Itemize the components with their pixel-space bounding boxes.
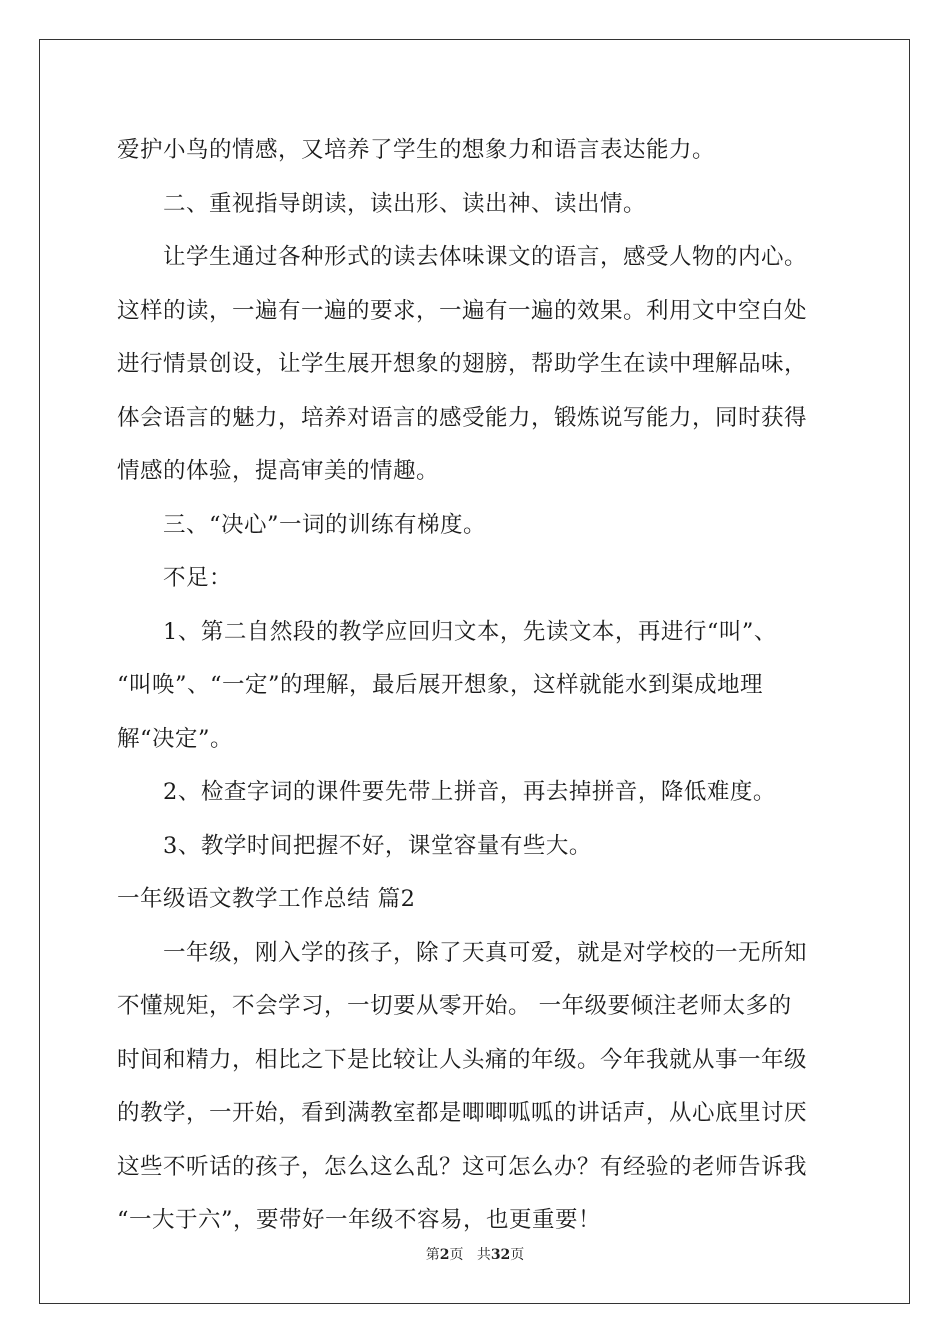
text-line: 的教学，一开始，看到满教室都是唧唧呱呱的讲话声，从心底里讨厌: [117, 1100, 808, 1126]
page-number: 2: [439, 1247, 450, 1263]
text-line: 这些不听话的孩子，怎么这么乱？这可怎么办？有经验的老师告诉我: [117, 1153, 808, 1180]
section-heading: 二、重视指导朗读，读出形、读出神、读出情。: [163, 190, 647, 217]
text-line: 时间和精力，相比之下是比较让人头痛的年级。今年我就从事一年级: [117, 1046, 808, 1073]
list-item: 2、检查字词的课件要先带上拼音，再去掉拼音，降低难度。: [163, 779, 776, 805]
text-line: 解“决定”。: [117, 725, 234, 752]
total-prefix: 共: [476, 1247, 491, 1263]
text-line: 让学生通过各种形式的读去体味课文的语言，感受人物的内心。: [163, 244, 808, 270]
page-suffix: 页: [449, 1247, 464, 1263]
list-item: 1、第二自然段的教学应回归文本，先读文本，再进行“叫”、: [163, 618, 777, 645]
text-line: 情感的体验，提高审美的情趣。: [117, 458, 440, 484]
text-line: 体会语言的魅力，培养对语言的感受能力，锻炼说写能力，同时获得: [117, 404, 808, 431]
text-line: 一年级，刚入学的孩子，除了天真可爱，就是对学校的一无所知: [163, 939, 808, 966]
list-item: 3、教学时间把握不好，课堂容量有些大。: [163, 832, 592, 859]
text-line: “叫唤”、“一定”的理解，最后展开想象，这样就能水到渠成地理: [117, 672, 764, 698]
text-line: 进行情景创设，让学生展开想象的翅膀，帮助学生在读中理解品味，: [117, 351, 808, 377]
total-pages: 32: [490, 1247, 511, 1263]
text-line: 这样的读，一遍有一遍的要求，一遍有一遍的效果。利用文中空白处: [117, 297, 808, 324]
text-line: 不懂规矩，不会学习，一切要从零开始。 一年级要倾注老师太多的: [117, 993, 792, 1019]
total-suffix: 页: [510, 1247, 525, 1263]
page-footer: [0, 1244, 950, 1264]
section-heading: 三、“决心”一词的训练有梯度。: [163, 511, 487, 538]
article-title: 一年级语文教学工作总结 篇2: [117, 886, 416, 912]
document-body: [117, 124, 837, 1248]
section-heading: 不足：: [163, 565, 233, 591]
text-line: “一大于六”，要带好一年级不容易，也更重要！: [117, 1207, 602, 1233]
text-line: 爱护小鸟的情感，又培养了学生的想象力和语言表达能力。: [117, 137, 716, 163]
page-prefix: 第: [425, 1247, 440, 1263]
